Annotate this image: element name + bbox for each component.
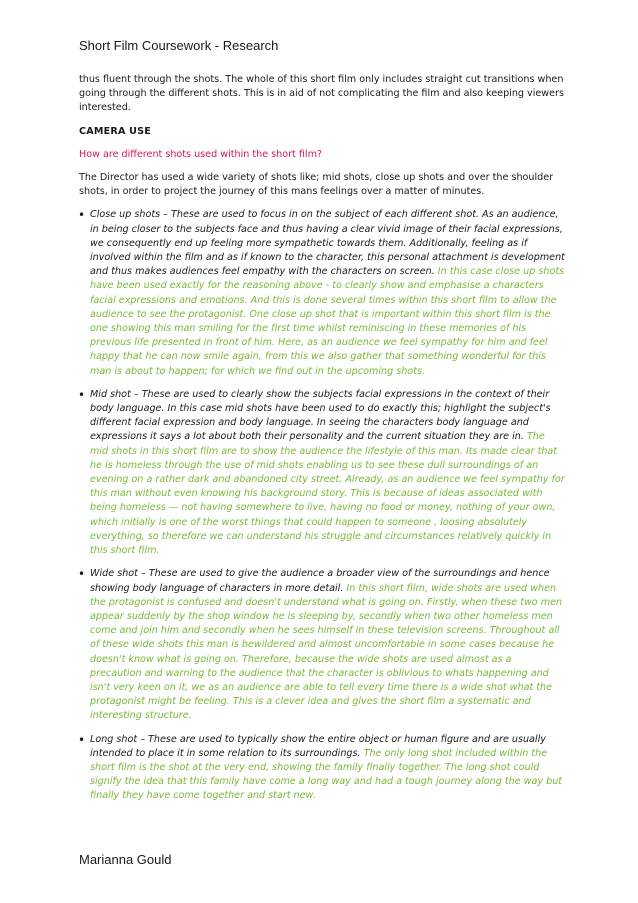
- bullet-icon: •: [78, 732, 86, 747]
- bullet-icon: •: [78, 387, 86, 402]
- list-item-wide-shot: [79, 567, 565, 723]
- page-footer-author: Marianna Gould: [79, 852, 172, 867]
- shot-definition: Long shot – These are used to typically show the entire object or human figure and are usually intended to place it in some relation to its surroundings.: [90, 733, 546, 759]
- shot-analysis-note: In this short film, wide shots are used when the protagonist is confused and doesn't understand what is going on. Firstly, when these two men appear suddenly by the shop window he is sleeping by, secondly when two other homeless men come and join him and secondly when he sees himself in these television screens. Throughout all of these wide shots this man is bewildered and almost uncomfortable in some cases because he doesn't know what is going on. Therefore, because the wide shots are used almost as a precaution and warning to the audience that the character is oblivious to whats happening and isn't very keen on it, we as an audience are able to tell every time there is a wide shot what the protagonist might be feeling. This is a clever idea and gives the short film a systematic and interesting structure.: [90, 582, 563, 722]
- bullet-icon: •: [78, 567, 86, 582]
- page-content: [79, 73, 565, 813]
- list-item-close-up: [79, 208, 565, 378]
- shot-definition: Close up shots – These are used to focus in on the subject of each different shot. As an audience, in being closer to the subjects face and thus having a clear vivid image of their facial expressions, we consequently end up feeling more sympathetic towards them. Additionally, feeling as if involved within the film and as if known to the character, this personal attachment is development and thus makes audiences feel empathy with the characters on screen.: [90, 209, 565, 278]
- list-item-mid-shot: [79, 388, 565, 558]
- section-heading: CAMERA USE: [79, 125, 151, 137]
- shot-analysis-note: The only long shot included within the short film is the shot at the very end, showing the family finally together. The long shot could signify the idea that this family have come a long way and had a tough journey along the way but finally they have come together and start new.: [90, 747, 563, 802]
- shot-analysis-note: The mid shots in this short film are to show the audience the lifestyle of this man. Its made clear that he is homeless through the use of mid shots enabling us to see these dull surroundings of an evening on a rather dark and abandoned city street. Already, as an audience we feel sympathy for this man without even knowing his background story. This is because of ideas associated with being homeless — not having somewhere to live, having no food or money, nothing of your own, which initially is one of the worst things that could happen to someone , loosing absolutely everything, so therefore we can understand his struggle and circumstances relatively quickly in this short film.: [90, 431, 565, 557]
- list-item-long-shot: [79, 733, 565, 804]
- shot-definition: Wide shot – These are used to give the audience a broader view of the surroundings and hence showing body language of characters in more detail.: [90, 568, 550, 594]
- shot-analysis-note: In this case close up shots have been used exactly for the reasoning above - to clearly show and emphasise a characters facial expressions and emotions. And this is done several times within this short film to allow the audience to see the protagonist. One close up shot that is important within this short film is the one showing this man smiling for the first time whilst reminiscing in these memories of his previous life presented in front of him. Here, as an audience we feel sympathy for him and feel happy that he can now smile again, from this we also gather that something wonderful for this man is about to happen; for which we find out in the upcoming shots.: [90, 266, 565, 377]
- shot-list: [79, 208, 565, 803]
- intro-paragraph: thus fluent through the shots. The whole of this short film only includes straight cut transitions when going through the different shots. This is in aid of not complicating the film and also keeping viewers interested.: [79, 74, 564, 114]
- page-header-title: Short Film Coursework - Research: [79, 38, 279, 53]
- research-question: How are different shots used within the short film?: [79, 148, 323, 160]
- overview-paragraph: The Director has used a wide variety of shots like; mid shots, close up shots and over the shoulder shots, in order to project the journey of this mans feelings over a matter of minutes.: [79, 172, 554, 198]
- shot-definition: Mid shot – These are used to clearly show the subjects facial expressions in the context of their body language. In this case mid shots have been used to do exactly this; highlight the subject's different facial expression and body language. In seeing the characters body language and expressions it says a lot about both their personality and the current situation they are in.: [90, 388, 551, 443]
- bullet-icon: •: [78, 208, 86, 223]
